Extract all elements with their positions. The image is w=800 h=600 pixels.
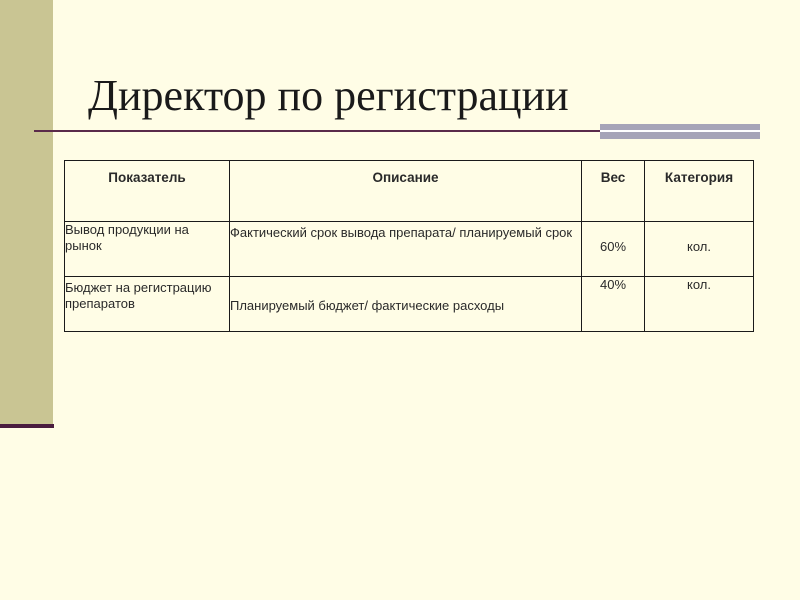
title-underline bbox=[34, 130, 600, 132]
cell-weight: 40% bbox=[582, 277, 645, 332]
cell-description: Фактический срок вывода препарата/ планируемый срок bbox=[230, 222, 582, 277]
header-category: Категория bbox=[645, 161, 754, 222]
kpi-table bbox=[64, 160, 754, 332]
slide-title: Директор по регистрации bbox=[88, 71, 569, 120]
table-row bbox=[65, 277, 754, 332]
cell-category: кол. bbox=[645, 222, 754, 277]
table-header-row bbox=[65, 161, 754, 222]
side-decoration-bar bbox=[0, 0, 53, 425]
header-indicator: Показатель bbox=[65, 161, 230, 222]
header-description: Описание bbox=[230, 161, 582, 222]
cell-indicator: Вывод продукции на рынок bbox=[65, 222, 230, 277]
cell-indicator: Бюджет на регистрацию препаратов bbox=[65, 277, 230, 332]
side-decoration-line bbox=[0, 424, 54, 428]
header-weight: Вес bbox=[582, 161, 645, 222]
cell-description: Планируемый бюджет/ фактические расходы bbox=[230, 277, 582, 332]
cell-weight: 60% bbox=[582, 222, 645, 277]
title-accent-line bbox=[600, 130, 760, 132]
cell-category: кол. bbox=[645, 277, 754, 332]
table-row bbox=[65, 222, 754, 277]
